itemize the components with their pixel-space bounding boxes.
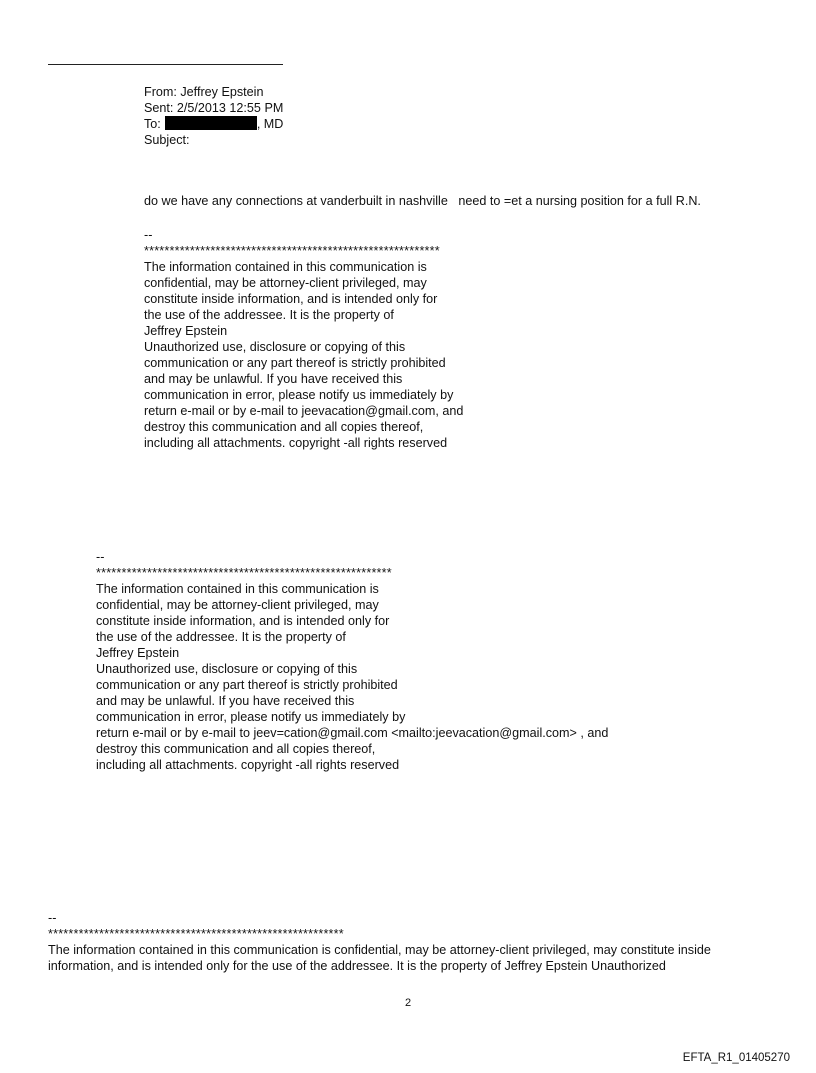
- to-suffix: , MD: [256, 117, 284, 131]
- disclaimer-line: return e-mail or by e-mail to jeev=cation@gmail.com <mailto:jeevacation@gmail.com> , and: [96, 726, 609, 740]
- disclaimer-line: The information contained in this communication is: [96, 582, 379, 596]
- to-line: [144, 116, 283, 132]
- disclaimer-line: Jeffrey Epstein: [96, 646, 180, 660]
- bates-number: EFTA_R1_01405270: [682, 1052, 790, 1064]
- disclaimer-line: constitute inside information, and is intended only for: [96, 614, 390, 628]
- signature-dash: --: [48, 911, 57, 925]
- disclaimer-line: return e-mail or by e-mail to jeevacation@gmail.com, and: [144, 404, 464, 418]
- disclaimer-line: Jeffrey Epstein: [144, 324, 228, 338]
- disclaimer-block-1: [144, 227, 463, 451]
- page-number: 2: [404, 997, 412, 1009]
- email-header: [144, 84, 283, 148]
- disclaimer-line: communication in error, please notify us immediately by: [144, 388, 454, 402]
- signature-dash: --: [144, 228, 153, 242]
- subject-line: Subject:: [144, 133, 190, 147]
- disclaimer-line: the use of the addressee. It is the property of: [144, 308, 394, 322]
- message-body: [144, 193, 701, 209]
- disclaimer-line: constitute inside information, and is intended only for: [144, 292, 438, 306]
- disclaimer-line: and may be unlawful. If you have received this: [144, 372, 403, 386]
- to-label: To:: [144, 117, 161, 131]
- asterisk-separator: **********************************************************: [96, 566, 392, 580]
- disclaimer-line: and may be unlawful. If you have received this: [96, 694, 355, 708]
- disclaimer-line: communication in error, please notify us immediately by: [96, 710, 406, 724]
- disclaimer-paragraph: The information contained in this communication is confidential, may be attorney-client privileged, may constitute inside information, and is intended only for the use of the addressee. It is the property of Jeffrey Epstein Unauthorized: [48, 943, 711, 973]
- disclaimer-line: including all attachments. copyright -all rights reserved: [144, 436, 448, 450]
- message-text: do we have any connections at vanderbuilt in nashville need to =et a nursing position for a full R.N.: [144, 194, 701, 208]
- disclaimer-line: destroy this communication and all copies thereof,: [144, 420, 424, 434]
- disclaimer-line: communication or any part thereof is strictly prohibited: [96, 678, 398, 692]
- disclaimer-line: confidential, may be attorney-client privileged, may: [96, 598, 379, 612]
- disclaimer-line: confidential, may be attorney-client privileged, may: [144, 276, 427, 290]
- disclaimer-line: including all attachments. copyright -all rights reserved: [96, 758, 400, 772]
- asterisk-separator: **********************************************************: [144, 244, 440, 258]
- disclaimer-block-3: [48, 910, 768, 974]
- disclaimer-line: Unauthorized use, disclosure or copying of this: [144, 340, 406, 354]
- disclaimer-line: Unauthorized use, disclosure or copying of this: [96, 662, 358, 676]
- header-divider: [48, 64, 283, 65]
- disclaimer-line: destroy this communication and all copies thereof,: [96, 742, 376, 756]
- disclaimer-line: the use of the addressee. It is the property of: [96, 630, 346, 644]
- from-line: From: Jeffrey Epstein: [144, 85, 264, 99]
- sent-line: Sent: 2/5/2013 12:55 PM: [144, 101, 284, 115]
- disclaimer-line: The information contained in this communication is: [144, 260, 427, 274]
- signature-dash: --: [96, 550, 105, 564]
- asterisk-separator: **********************************************************: [48, 927, 344, 941]
- disclaimer-line: communication or any part thereof is strictly prohibited: [144, 356, 446, 370]
- redaction-bar: [165, 116, 257, 130]
- disclaimer-block-2: [96, 549, 608, 773]
